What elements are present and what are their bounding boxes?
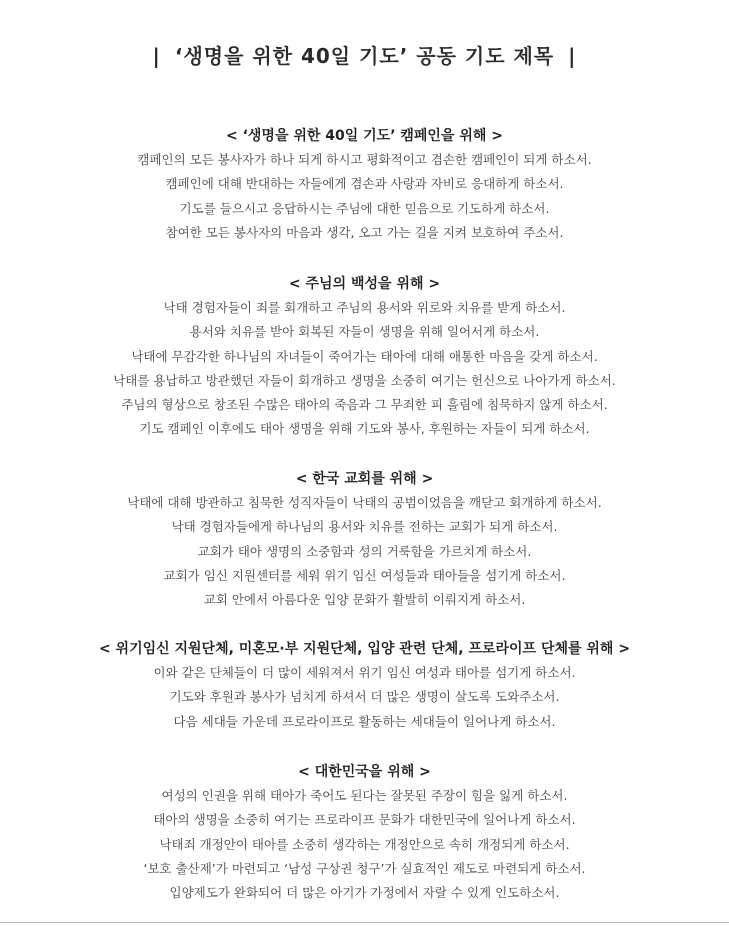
section-heading: < 대한민국을 위해 > (298, 764, 431, 780)
prayer-line: 참여한 모든 봉사자의 마음과 생각, 오고 가는 길을 지켜 보호하여 주소서. (165, 224, 564, 240)
prayer-line: 낙태를 용납하고 방관했던 자들이 회개하고 생명을 소중히 여기는 헌신으로 나아가게 하소서. (113, 372, 616, 388)
title-bar-right: | (568, 44, 577, 68)
section-korean-church (0, 467, 729, 612)
prayer-line: 교회가 임신 지원센터를 세워 위기 임신 여성들과 태아들을 섬기게 하소서. (163, 567, 566, 583)
prayer-line: 기도와 후원과 봉사가 넘치게 하셔서 더 많은 생명이 살도록 도와주소서. (169, 689, 560, 705)
section-heading: < 한국 교회를 위해 > (295, 471, 434, 487)
prayer-line: 기도를 들으시고 응답하시는 주님에 대한 믿음으로 기도하게 하소서. (179, 200, 550, 216)
prayer-line: 낙태 경험자들에게 하나님의 용서와 치유를 전하는 교회가 되게 하소서. (171, 519, 558, 535)
prayer-line: 낙태에 무감각한 하나님의 자녀들이 죽어가는 태아에 대해 애통한 마음을 갖게 하소서. (131, 348, 598, 364)
section-gods-people (0, 272, 729, 442)
section-campaign (0, 124, 729, 245)
prayer-line: 용서와 치유를 받아 회복된 자들이 생명을 위해 일어서게 하소서. (189, 324, 540, 340)
prayer-line: 주님의 형상으로 창조된 수많은 태아의 죽음과 그 무죄한 피 흘림에 침묵하지 않게 하소서. (121, 397, 608, 413)
prayer-line: 낙태 경험자들이 죄를 회개하고 주님의 용서와 위로와 치유를 받게 하소서. (163, 300, 566, 315)
prayer-line: ‘보호 출산제’가 마련되고 ‘남성 구상권 청구’가 실효적인 제도로 마련되게 하소서. (143, 860, 586, 876)
title-bar-left: | (152, 44, 161, 68)
prayer-line: 캠페인의 모든 봉사자가 하나 되게 하시고 평화적이고 겸손한 캠페인이 되게 하소서. (137, 152, 592, 167)
prayer-line: 낙태에 대해 방관하고 침묵한 성직자들이 낙태의 공범이었음을 깨닫고 회개하게 하소서. (127, 495, 602, 510)
prayer-line: 기도 캠페인 이후에도 태아 생명을 위해 기도와 봉사, 후원하는 자들이 되게 하소서. (139, 421, 590, 437)
prayer-line: 낙태죄 개정안이 태아를 소중히 생각하는 개정안으로 속히 개정되게 하소서. (159, 836, 570, 852)
prayer-line: 태아의 생명을 소중히 여기는 프로라이프 문화가 대한민국에 일어나게 하소서. (153, 812, 576, 828)
prayer-line: 캠페인에 대해 반대하는 자들에게 겸손과 사랑과 자비로 응대하게 하소서. (165, 176, 564, 192)
section-heading: < 주님의 백성을 위해 > (288, 276, 441, 292)
title-text: ‘생명을 위한 40일 기도’ 공동 기도 제목 (174, 44, 555, 68)
section-korea (0, 760, 729, 905)
page-title (0, 40, 729, 69)
prayer-line: 교회 안에서 아름다운 입양 문화가 활발히 이뤄지게 하소서. (203, 592, 526, 608)
prayer-line: 교회가 태아 생명의 소중함과 성의 거룩함을 가르치게 하소서. (197, 543, 532, 559)
prayer-line: 여성의 인권을 위해 태아가 죽어도 된다는 잘못된 주장이 힘을 잃게 하소서. (161, 788, 568, 803)
section-support-organizations (0, 637, 729, 734)
section-heading: < 위기임신 지원단체, 미혼모·부 지원단체, 입양 관련 단체, 프로라이프 단체를 위해 > (98, 641, 631, 657)
prayer-line: 이와 같은 단체들이 더 많이 세워져서 위기 임신 여성과 태아를 섬기게 하소서. (153, 665, 576, 680)
prayer-line: 다음 세대들 가운데 프로라이프로 활동하는 세대들이 일어나게 하소서. (173, 713, 556, 729)
section-heading: < ‘생명을 위한 40일 기도’ 캠페인을 위해 > (225, 128, 504, 144)
bottom-divider (0, 922, 729, 923)
prayer-line: 입양제도가 완화되어 더 많은 아기가 가정에서 자랄 수 있게 인도하소서. (169, 885, 560, 901)
